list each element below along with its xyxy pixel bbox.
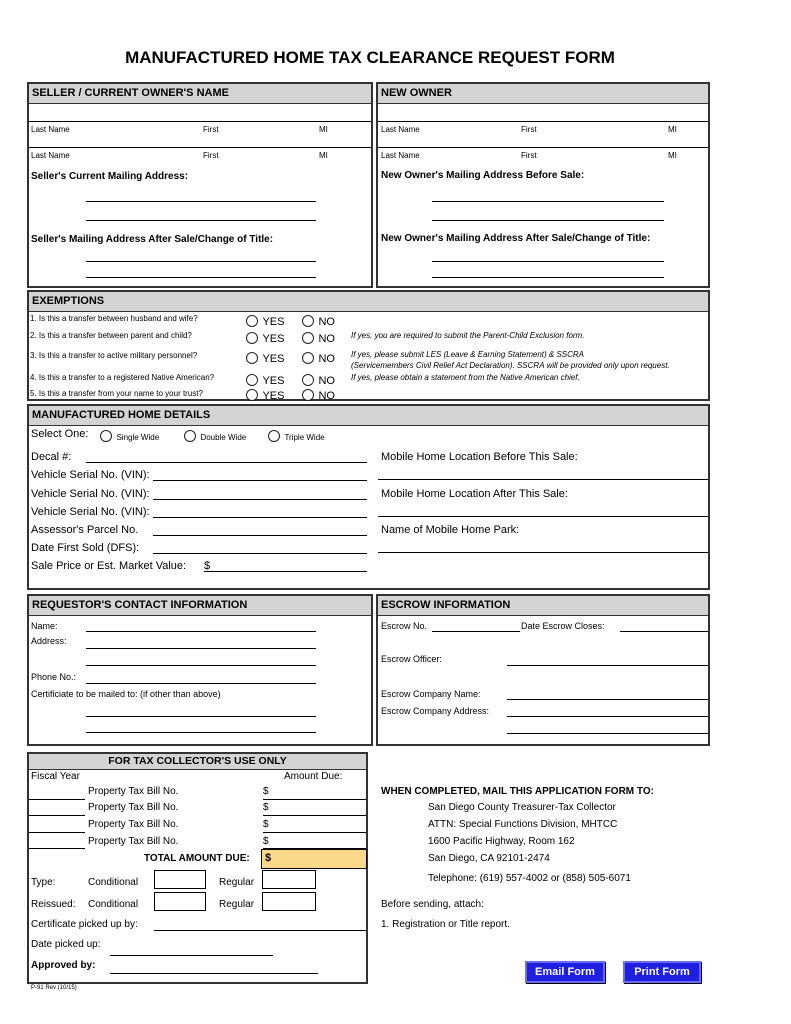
sale-price-field[interactable] [204,571,367,572]
fiscal-year-label: Fiscal Year [31,771,80,782]
home-details-header: MANUFACTURED HOME DETAILS [29,406,708,426]
bill-label-4: Property Tax Bill No. [88,836,179,847]
before-sending-label: Before sending, attach: [381,899,484,910]
radio-icon [302,374,314,386]
q1-no-radio[interactable]: NO [302,312,335,330]
seller-first-label-2: First [203,151,219,160]
single-wide-radio[interactable]: Single Wide [100,427,159,445]
decal-field[interactable] [86,462,367,463]
reissued-regular-label: Regular [219,899,255,910]
radio-icon [246,374,258,386]
mail-line-3: 1600 Pacific Highway, Room 162 [428,836,575,847]
escrow-number-label: Escrow No. [381,621,428,631]
vin-label-2: Vehicle Serial No. (VIN): [31,488,150,500]
radio-icon [302,315,314,327]
parcel-field[interactable] [153,535,367,536]
radio-icon [100,430,112,442]
sale-price-label: Sale Price or Est. Market Value: [31,560,187,572]
seller-last-name-label-1: Last Name [31,125,70,134]
escrow-header: ESCROW INFORMATION [378,596,708,616]
seller-last-name-label-2: Last Name [31,151,70,160]
seller-after-field-2[interactable] [86,277,316,278]
bill-amount-field-1[interactable] [263,799,366,800]
bill-label-3: Property Tax Bill No. [88,819,179,830]
print-form-button[interactable]: Print Form [623,961,701,983]
seller-mailing-field-1[interactable] [86,201,316,202]
seller-after-sale-label: Seller's Mailing Address After Sale/Change of Title: [31,234,274,245]
exemption-question-1: 1. Is this a transfer between husband and wife? [30,314,198,323]
radio-icon [246,332,258,344]
dfs-label: Date First Sold (DFS): [31,542,140,554]
fiscal-year-field-4[interactable] [29,848,85,849]
date-picked-up-label: Date picked up: [31,939,101,950]
select-one-label: Select One: [31,428,89,440]
native-american-note: If yes, please obtain a statement from the Native American chief. [351,373,580,382]
bill-dollar-1: $ [263,786,269,797]
type-conditional-box[interactable] [154,870,206,889]
decal-label: Decal #: [31,451,72,463]
bill-dollar-2: $ [263,802,269,813]
mail-line-1: San Diego County Treasurer-Tax Collector [428,802,616,813]
reissued-conditional-box[interactable] [154,892,206,911]
military-note-1: If yes, please submit LES (Leave & Earning Statement) & SSCRA [351,350,584,359]
escrow-company-address-field-2[interactable] [507,733,708,734]
seller-section [27,82,373,288]
q2-yes-radio[interactable]: YES [246,329,284,347]
attach-item-1: 1. Registration or Title report. [381,919,510,930]
total-dollar: $ [265,852,272,864]
seller-mailing-field-2[interactable] [86,220,316,221]
q1-yes-radio[interactable]: YES [246,312,284,330]
escrow-officer-field[interactable] [507,665,708,666]
owner-name-line-2 [378,147,708,148]
type-label: Type: [31,877,56,888]
parcel-label: Assessor's Parcel No. [31,524,139,536]
radio-icon [246,389,258,401]
form-revision-footer: P-91 Rev (10/15) [31,985,77,991]
radio-icon [302,352,314,364]
location-before-field[interactable] [378,479,708,480]
bill-dollar-4: $ [263,836,269,847]
mailed-to-label: Certificiate to be mailed to: (if other than above) [31,689,221,699]
dfs-field[interactable] [153,553,367,554]
requestor-name-field[interactable] [86,631,316,632]
new-owner-section [376,82,710,288]
exemptions-section [27,290,710,401]
exemptions-header: EXEMPTIONS [29,292,708,312]
location-before-label: Mobile Home Location Before This Sale: [381,451,578,463]
requestor-address-field-1[interactable] [86,648,316,649]
fiscal-year-field-3[interactable] [29,832,85,833]
requestor-phone-field[interactable] [86,683,316,684]
type-regular-box[interactable] [262,870,316,889]
escrow-number-field[interactable] [432,631,520,632]
total-amount-label: TOTAL AMOUNT DUE: [144,853,250,864]
type-conditional-label: Conditional [88,877,139,888]
owner-first-label-1: First [521,125,537,134]
exemption-question-5: 5. Is this a transfer from your name to your trust? [30,389,203,398]
radio-icon [184,430,196,442]
exemption-question-4: 4. Is this a transfer to a registered Native American? [30,373,215,382]
fiscal-year-field-2[interactable] [29,815,85,816]
owner-after-field-1[interactable] [432,261,664,262]
amount-due-label: Amount Due: [284,771,343,782]
escrow-closes-field[interactable] [620,631,708,632]
owner-last-name-label-2: Last Name [381,151,420,160]
radio-icon [302,389,314,401]
exemption-question-2: 2. Is this a transfer between parent and child? [30,331,192,340]
approved-by-field[interactable] [110,973,318,974]
bill-dollar-3: $ [263,819,269,830]
requestor-phone-label: Phone No.: [31,672,77,682]
owner-last-name-label-1: Last Name [381,125,420,134]
seller-mi-label-1: MI [319,125,328,134]
reissued-regular-box[interactable] [262,892,316,911]
q3-yes-radio[interactable]: YES [246,349,284,367]
seller-header: SELLER / CURRENT OWNER'S NAME [29,84,371,104]
requestor-name-label: Name: [31,621,58,631]
vin-field-3[interactable] [153,517,367,518]
new-owner-header: NEW OWNER [378,84,708,104]
owner-before-label: New Owner's Mailing Address Before Sale: [381,170,585,181]
q4-no-radio[interactable]: NO [302,371,335,389]
triple-wide-radio[interactable]: Triple Wide [268,427,325,445]
total-amount-field[interactable] [261,849,367,869]
mailed-to-field-1[interactable] [86,716,316,717]
requestor-section [27,594,373,746]
escrow-officer-label: Escrow Officer: [381,654,442,664]
parent-child-note: If yes, you are required to submit the Parent-Child Exclusion form. [351,331,585,340]
seller-first-label-1: First [203,125,219,134]
requestor-address-field-2[interactable] [86,665,316,666]
bill-amount-field-2[interactable] [263,815,366,816]
mail-line-4: San Diego, CA 92101-2474 [428,853,550,864]
location-after-field[interactable] [378,516,708,517]
radio-icon [268,430,280,442]
reissued-label: Reissued: [31,899,76,910]
park-name-label: Name of Mobile Home Park: [381,524,520,536]
escrow-company-name-label: Escrow Company Name: [381,689,481,699]
seller-name-line-2 [29,147,371,148]
seller-mailing-label: Seller's Current Mailing Address: [31,171,189,182]
vin-field-1[interactable] [153,480,367,481]
q5-yes-radio[interactable]: YES [246,386,284,404]
owner-before-field-2[interactable] [432,220,664,221]
vin-label-3: Vehicle Serial No. (VIN): [31,506,150,518]
mailed-to-field-2[interactable] [86,732,316,733]
picked-up-by-label: Certificate picked up by: [31,919,138,930]
seller-name-line-1 [29,121,371,122]
park-name-field[interactable] [378,552,708,553]
escrow-closes-label: Date Escrow Closes: [521,621,605,631]
seller-after-field-1[interactable] [86,261,316,262]
q5-no-radio[interactable]: NO [302,386,335,404]
radio-icon [302,332,314,344]
approved-by-label: Approved by: [31,960,96,971]
exemption-question-3: 3. Is this a transfer to active military personnel? [30,351,198,360]
escrow-section [376,594,710,746]
bill-label-2: Property Tax Bill No. [88,802,179,813]
escrow-company-name-field[interactable] [507,699,708,700]
sale-price-dollar: $ [204,560,211,572]
bill-amount-field-3[interactable] [263,832,366,833]
picked-up-by-field[interactable] [154,930,366,931]
owner-after-field-2[interactable] [432,277,664,278]
escrow-company-address-label: Escrow Company Address: [381,706,490,716]
escrow-company-address-field-1[interactable] [507,716,708,717]
q4-yes-radio[interactable]: YES [246,371,284,389]
bill-label-1: Property Tax Bill No. [88,786,179,797]
fiscal-year-field-1[interactable] [29,799,85,800]
owner-name-line-1 [378,121,708,122]
vin-field-2[interactable] [153,499,367,500]
location-after-label: Mobile Home Location After This Sale: [381,488,568,500]
reissued-conditional-label: Conditional [88,899,139,910]
type-regular-label: Regular [219,877,255,888]
q2-no-radio[interactable]: NO [302,329,335,347]
requestor-address-label: Address: [31,636,67,646]
owner-mi-label-2: MI [668,151,677,160]
mail-line-5: Telephone: (619) 557-4002 or (858) 505-6071 [428,873,631,884]
q3-no-radio[interactable]: NO [302,349,335,367]
date-picked-up-field[interactable] [110,955,273,956]
collector-header: FOR TAX COLLECTOR'S USE ONLY [29,754,366,770]
owner-first-label-2: First [521,151,537,160]
double-wide-radio[interactable]: Double Wide [184,427,246,445]
owner-after-label: New Owner's Mailing Address After Sale/Change of Title: [381,233,651,244]
mail-header: WHEN COMPLETED, MAIL THIS APPLICATION FORM TO: [381,786,654,797]
email-form-button[interactable]: Email Form [525,961,605,983]
owner-mi-label-1: MI [668,125,677,134]
requestor-header: REQUESTOR'S CONTACT INFORMATION [29,596,371,616]
military-note-2: (Servicemembers Civil Relief Act Declaration). SSCRA will be provided only upon request. [351,361,670,370]
form-title: MANUFACTURED HOME TAX CLEARANCE REQUEST FORM [125,48,615,67]
owner-before-field-1[interactable] [432,201,664,202]
vin-label-1: Vehicle Serial No. (VIN): [31,469,150,481]
radio-icon [246,315,258,327]
seller-mi-label-2: MI [319,151,328,160]
radio-icon [246,352,258,364]
mail-line-2: ATTN: Special Functions Division, MHTCC [428,819,618,830]
